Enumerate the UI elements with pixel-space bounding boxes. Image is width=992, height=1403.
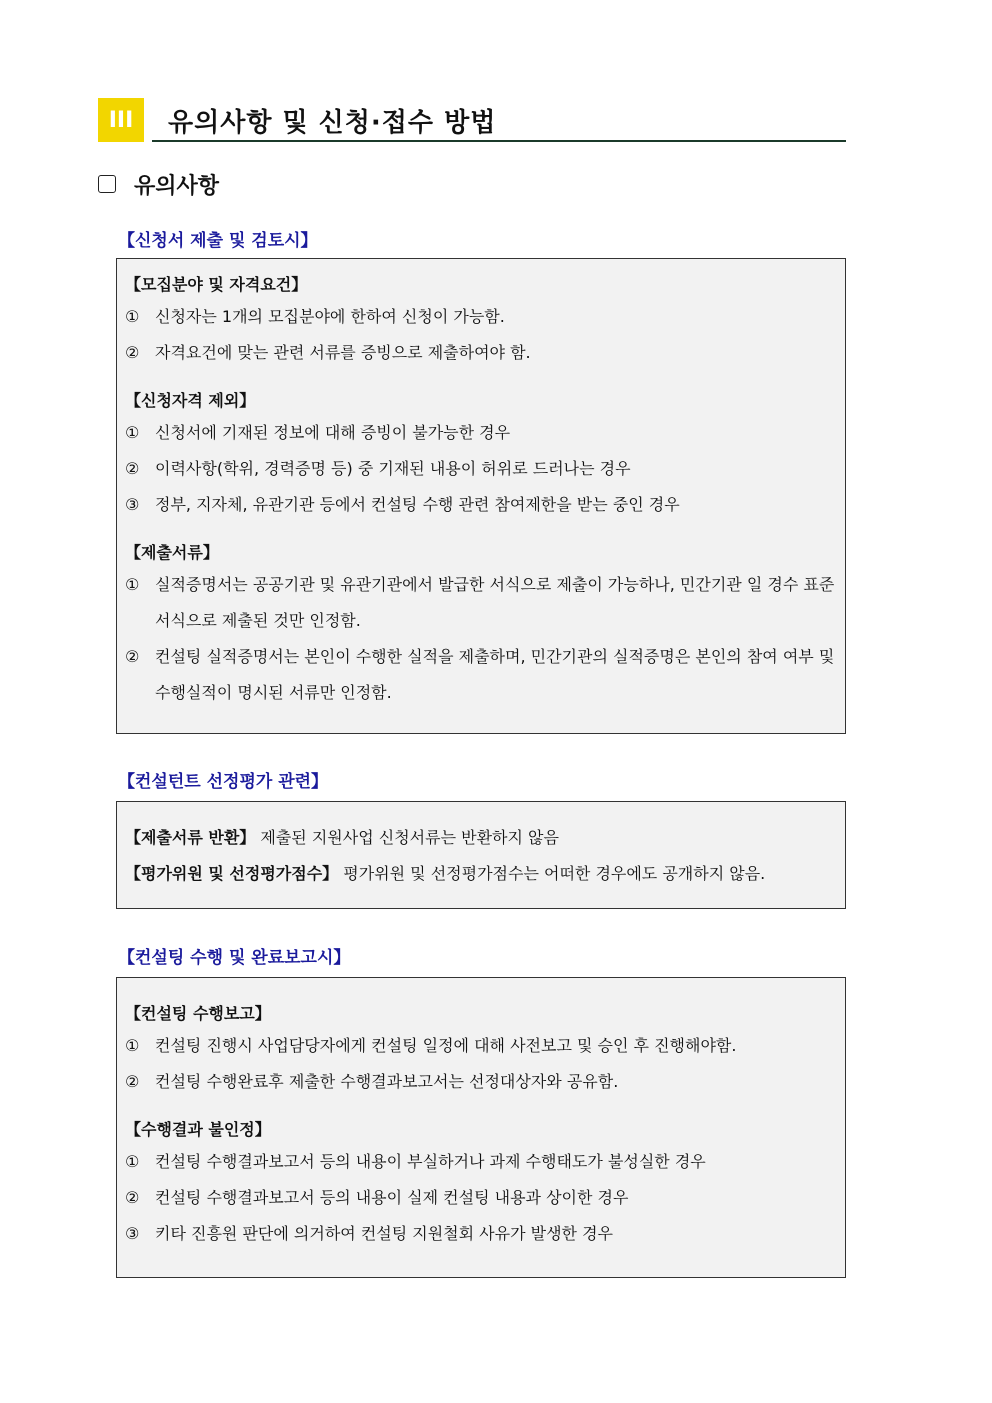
list-item: ① 실적증명서는 공공기관 및 유관기관에서 발급한 서식으로 제출이 가능하나, 민간기관 일 경수 표준서식으로 제출된 것만 인정함. — [125, 575, 835, 630]
checkbox-icon — [98, 175, 116, 193]
group-heading: 【컨설팅 수행보고】 — [125, 1004, 271, 1023]
list-item: ① 컨설팅 진행시 사업담당자에게 컨설팅 일정에 대해 사전보고 및 승인 후 진행해야함. — [125, 1036, 737, 1055]
subheading: 유의사항 — [134, 173, 220, 199]
section-number-badge: III — [98, 98, 144, 142]
list-item: ① 신청자는 1개의 모집분야에 한하여 신청이 가능함. — [125, 307, 505, 326]
group-heading: 【제출서류】 — [125, 543, 219, 562]
list-item: ② 이력사항(학위, 경력증명 등) 중 기재된 내용이 허위로 드러나는 경우 — [125, 459, 631, 478]
list-item: ② 컨설팅 수행완료후 제출한 수행결과보고서는 선정대상자와 공유함. — [125, 1072, 619, 1091]
list-item: ① 신청서에 기재된 정보에 대해 증빙이 불가능한 경우 — [125, 423, 511, 442]
list-item: ② 자격요건에 맞는 관련 서류를 증빙으로 제출하여야 함. — [125, 343, 531, 362]
evaluation-box — [116, 801, 846, 909]
section-label-evaluation: 【컨설턴트 선정평가 관련】 — [118, 772, 329, 792]
application-box — [116, 258, 846, 734]
list-item: ② 컨설팅 실적증명서는 본인이 수행한 실적을 제출하며, 민간기관의 실적증명은 본인의 참여 여부 및 수행실적이 명시된 서류만 인정함. — [125, 647, 835, 702]
list-item: ② 컨설팅 수행결과보고서 등의 내용이 실제 컨설팅 내용과 상이한 경우 — [125, 1188, 629, 1207]
list-item: ① 컨설팅 수행결과보고서 등의 내용이 부실하거나 과제 수행태도가 불성실한 경우 — [125, 1152, 706, 1171]
group-heading: 【수행결과 불인정】 — [125, 1120, 271, 1139]
evaluation-row: 【평가위원 및 선정평가점수】 평가위원 및 선정평가점수는 어떠한 경우에도 공개하지 않음. — [125, 864, 766, 883]
evaluation-row: 【제출서류 반환】 제출된 지원사업 신청서류는 반환하지 않음 — [125, 828, 559, 847]
title-underline — [152, 140, 846, 142]
consulting-box — [116, 977, 846, 1278]
list-item: ③ 정부, 지자체, 유관기관 등에서 컨설팅 수행 관련 참여제한을 받는 중인 경우 — [125, 495, 680, 514]
subheading-row — [98, 168, 219, 200]
list-item: ③ 키타 진흥원 판단에 의거하여 컨설팅 지원철회 사유가 발생한 경우 — [125, 1224, 614, 1243]
page-title: 유의사항 및 신청·접수 방법 — [168, 108, 497, 138]
section-label-consulting: 【컨설팅 수행 및 완료보고시】 — [118, 948, 351, 968]
group-heading: 【신청자격 제외】 — [125, 391, 256, 410]
section-label-application: 【신청서 제출 및 검토시】 — [118, 231, 318, 251]
section-header — [98, 98, 846, 144]
group-heading: 【모집분야 및 자격요건】 — [125, 275, 308, 294]
